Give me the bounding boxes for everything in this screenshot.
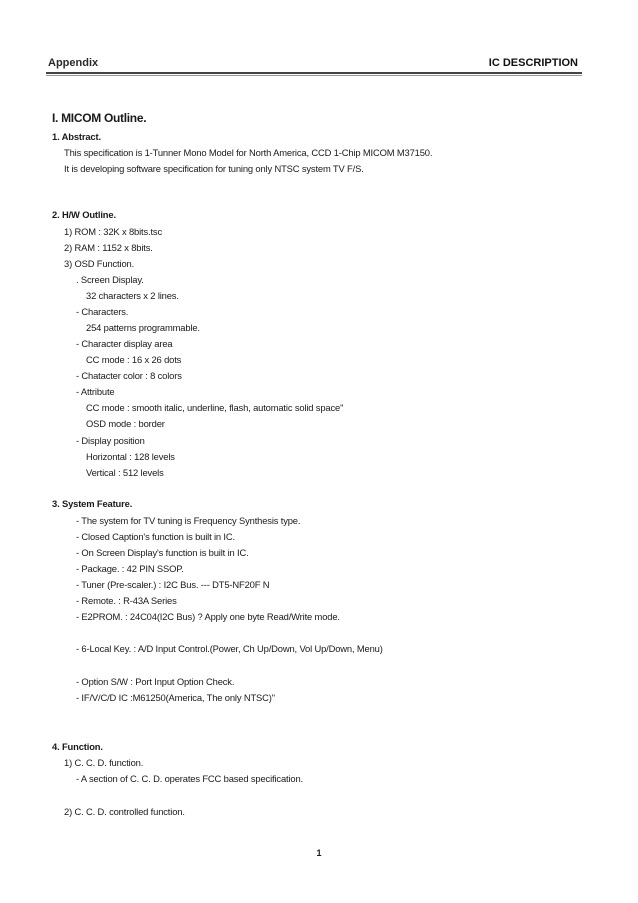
text-line: 2) C. C. D. controlled function. [64,806,185,817]
text-line: 254 patterns programmable. [86,322,200,333]
text-line: - Package. : 42 PIN SSOP. [76,563,184,574]
text-line: 32 characters x 2 lines. [86,290,179,301]
page-header [46,53,582,73]
text-line: . Screen Display. [76,274,144,285]
text-line: - E2PROM. : 24C04(I2C Bus) ? Apply one byte Read/Write mode. [76,611,340,622]
text-line: CC mode : 16 x 26 dots [86,354,182,365]
text-line: - IF/V/C/D IC :M61250(America, The only NTSC)" [76,692,275,703]
text-line: - Display position [76,435,145,446]
text-line: - On Screen Display's function is built in IC. [76,547,249,558]
text-line: It is developing software specification for tuning only NTSC system TV F/S. [64,163,364,174]
text-line: This specification is 1-Tunner Mono Model for North America, CCD 1-Chip MICOM M37150. [64,147,433,158]
header-chapter-title: IC DESCRIPTION [488,57,578,69]
section-heading: 2. H/W Outline. [52,209,116,220]
text-line: - The system for TV tuning is Frequency Synthesis type. [76,515,301,526]
text-line: - A section of C. C. D. operates FCC based specification. [76,773,303,784]
text-line: - Option S/W : Port Input Option Check. [76,676,235,687]
text-line: - Tuner (Pre-scaler.) : I2C Bus. --- DT5-NF20F N [76,579,270,590]
text-line: - Character display area [76,338,173,349]
text-line: Horizontal : 128 levels [86,451,175,462]
header-section-title: Appendix [48,57,99,69]
section-heading: 3. System Feature. [52,498,133,509]
text-line: OSD mode : border [86,418,165,429]
text-line: Vertical : 512 levels [86,467,164,478]
text-line: - 6-Local Key. : A/D Input Control.(Power, Ch Up/Down, Vol Up/Down, Menu) [76,643,383,654]
text-line: 1) C. C. D. function. [64,757,144,768]
text-line: 1) ROM : 32K x 8bits.tsc [64,226,162,237]
text-line: - Closed Caption's function is built in IC. [76,531,235,542]
header-rule [46,72,582,74]
section-heading: 1. Abstract. [52,131,101,142]
text-line: 2) RAM : 1152 x 8bits. [64,242,153,253]
header-rule-thin [46,75,582,76]
text-line: 3) OSD Function. [64,258,135,269]
text-line: - Characters. [76,306,129,317]
text-line: - Chatacter color : 8 colors [76,370,182,381]
section-heading: 4. Function. [52,741,103,752]
text-line: - Attribute [76,386,115,397]
text-line: - Remote. : R-43A Series [76,595,177,606]
section-heading: I. MICOM Outline. [52,111,147,125]
text-line: CC mode : smooth italic, underline, flash, automatic solid space" [86,402,344,413]
page-number: 1 [316,848,322,858]
